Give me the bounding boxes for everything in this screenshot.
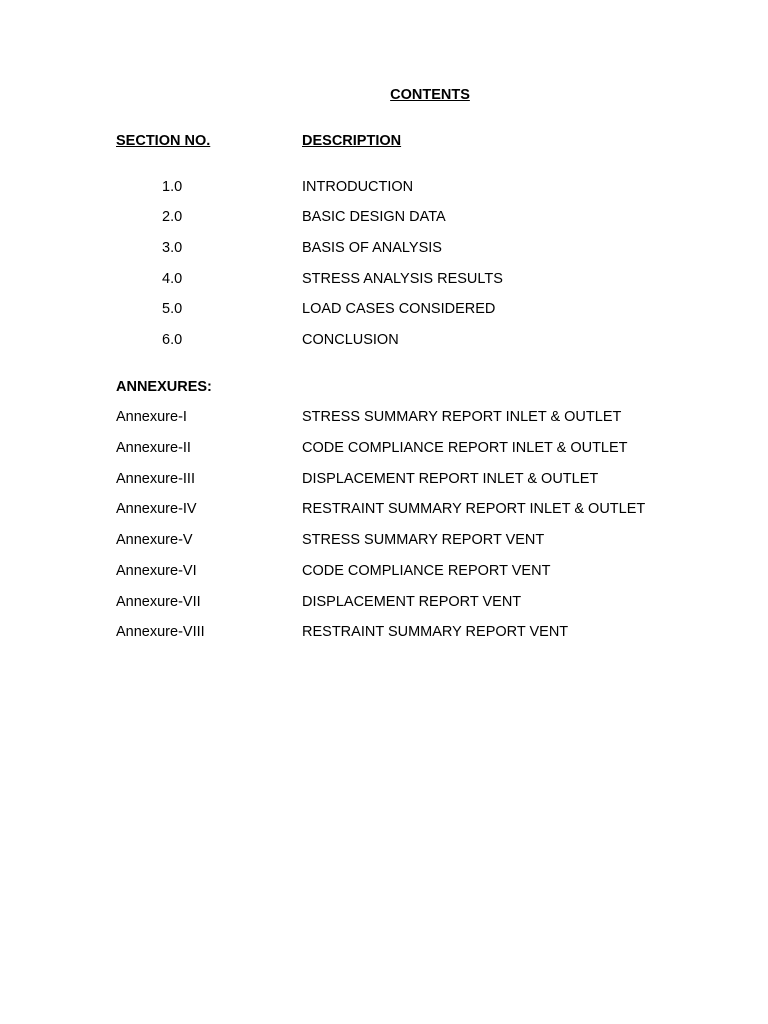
annexure-row [0,500,768,518]
annexure-row [0,439,768,457]
section-description: STRESS ANALYSIS RESULTS [302,271,503,287]
section-description: CONCLUSION [302,332,399,348]
section-row [0,270,768,288]
page-title: CONTENTS [390,87,470,103]
annexure-row [0,470,768,488]
section-row [0,178,768,196]
annexure-number: Annexure-VIII [116,624,205,640]
annexure-row [0,562,768,580]
section-row [0,300,768,318]
section-row [0,239,768,257]
section-description: LOAD CASES CONSIDERED [302,301,496,317]
annexure-description: STRESS SUMMARY REPORT INLET & OUTLET [302,409,622,425]
section-number: 2.0 [162,209,183,225]
annexure-description: RESTRAINT SUMMARY REPORT VENT [302,624,569,640]
annexure-description: DISPLACEMENT REPORT VENT [302,594,522,610]
annexure-number: Annexure-VI [116,563,197,579]
section-no-header: SECTION NO. [116,133,211,149]
annexure-number: Annexure-IV [116,501,197,517]
annexure-row [0,593,768,611]
annexure-number: Annexure-II [116,440,191,456]
annexure-row [0,623,768,641]
annexure-description: STRESS SUMMARY REPORT VENT [302,532,545,548]
section-number: 5.0 [162,301,183,317]
section-row [0,208,768,226]
annexure-description: DISPLACEMENT REPORT INLET & OUTLET [302,471,599,487]
section-description: INTRODUCTION [302,179,414,195]
annexure-number: Annexure-I [116,409,187,425]
section-number: 1.0 [162,179,183,195]
section-number: 4.0 [162,271,183,287]
description-header: DESCRIPTION [302,133,402,149]
annexure-row [0,531,768,549]
annexure-number: Annexure-V [116,532,193,548]
annexure-number: Annexure-VII [116,594,201,610]
annexure-row [0,408,768,426]
annexure-description: CODE COMPLIANCE REPORT INLET & OUTLET [302,440,628,456]
annexures-heading: ANNEXURES: [116,379,212,395]
section-row [0,331,768,349]
annexure-number: Annexure-III [116,471,195,487]
annexure-description: CODE COMPLIANCE REPORT VENT [302,563,551,579]
section-number: 3.0 [162,240,183,256]
annexure-description: RESTRAINT SUMMARY REPORT INLET & OUTLET [302,501,646,517]
section-description: BASIS OF ANALYSIS [302,240,442,256]
section-number: 6.0 [162,332,183,348]
section-description: BASIC DESIGN DATA [302,209,446,225]
